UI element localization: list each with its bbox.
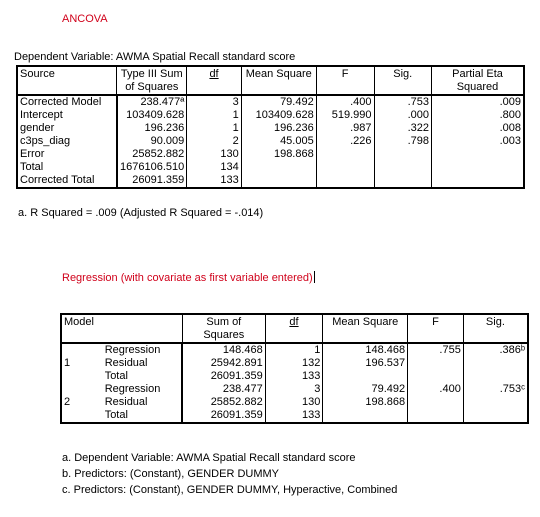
ancova-df-cell: 2 [187, 135, 242, 148]
regression-footnotes [62, 450, 397, 498]
regression-header-row [61, 314, 528, 343]
regression-header-sig: Sig. [463, 314, 528, 343]
regression-sig-cell [463, 396, 528, 409]
table-row [17, 148, 524, 161]
regression-label-cell: Residual [101, 357, 183, 370]
regression-ms-cell: 148.468 [323, 343, 408, 357]
ancova-header-eta: Partial Eta Squared [432, 66, 525, 95]
ancova-ms-cell: 45.005 [241, 135, 316, 148]
ancova-eta-cell [432, 161, 525, 174]
ancova-sig-cell: .798 [374, 135, 432, 148]
ancova-ss-cell: 25852.882 [117, 148, 187, 161]
regression-label-cell: Regression [101, 383, 183, 396]
regression-header-ss: Sum of Squares [182, 314, 265, 343]
ancova-ss-cell: 1676106.510 [117, 161, 187, 174]
ancova-header-row [17, 66, 524, 95]
ancova-eta-cell [432, 148, 525, 161]
table-row [17, 95, 524, 109]
regression-sig-cell: .753ᶜ [463, 383, 528, 396]
ancova-f-cell: .226 [316, 135, 374, 148]
ancova-source-cell: Corrected Model [17, 95, 117, 109]
regression-f-cell: .400 [408, 383, 464, 396]
ancova-sig-cell [374, 174, 432, 188]
table-row [61, 370, 528, 383]
regression-ms-cell: 196.537 [323, 357, 408, 370]
ancova-df-cell: 134 [187, 161, 242, 174]
ancova-ms-cell: 103409.628 [241, 109, 316, 122]
ancova-footnote: a. R Squared = .009 (Adjusted R Squared = -.014) [18, 207, 264, 219]
regression-f-cell [408, 370, 464, 383]
regression-df-cell: 1 [265, 343, 323, 357]
ancova-sig-cell [374, 148, 432, 161]
ancova-source-cell: Intercept [17, 109, 117, 122]
ancova-f-cell: 519.990 [316, 109, 374, 122]
ancova-source-cell: c3ps_diag [17, 135, 117, 148]
regression-sig-cell [463, 370, 528, 383]
ancova-ms-cell [241, 174, 316, 188]
regression-ss-cell: 25852.882 [182, 396, 265, 409]
ancova-f-cell: .400 [316, 95, 374, 109]
regression-df-cell: 3 [265, 383, 323, 396]
regression-model-cell [61, 409, 101, 423]
ancova-eta-cell: .008 [432, 122, 525, 135]
ancova-df-cell: 1 [187, 122, 242, 135]
regression-ss-cell: 148.468 [182, 343, 265, 357]
regression-label-cell: Residual [101, 396, 183, 409]
regression-ss-cell: 26091.359 [182, 370, 265, 383]
regression-df-cell: 133 [265, 409, 323, 423]
regression-header-f: F [408, 314, 464, 343]
table-row [17, 109, 524, 122]
ancova-sig-cell: .753 [374, 95, 432, 109]
ancova-header-f: F [316, 66, 374, 95]
regression-ms-cell [323, 370, 408, 383]
ancova-source-cell: Corrected Total [17, 174, 117, 188]
ancova-f-cell [316, 161, 374, 174]
ancova-source-cell: gender [17, 122, 117, 135]
ancova-sig-cell: .000 [374, 109, 432, 122]
ancova-f-cell: .987 [316, 122, 374, 135]
regression-ss-cell: 26091.359 [182, 409, 265, 423]
regression-model-cell: 1 [61, 357, 101, 370]
ancova-header-ms: Mean Square [241, 66, 316, 95]
regression-ss-cell: 25942.891 [182, 357, 265, 370]
table-row [61, 383, 528, 396]
ancova-ss-cell: 196.236 [117, 122, 187, 135]
regression-ms-cell: 198.868 [323, 396, 408, 409]
regression-ms-cell: 79.492 [323, 383, 408, 396]
ancova-header-sig: Sig. [374, 66, 432, 95]
ancova-source-cell: Total [17, 161, 117, 174]
ancova-eta-cell [432, 174, 525, 188]
ancova-header-source: Source [17, 66, 117, 95]
regression-heading: Regression (with covariate as first variable entered) [62, 272, 313, 284]
regression-model-cell [61, 343, 101, 357]
ancova-ss-cell: 238.477ª [117, 95, 187, 109]
ancova-ms-cell: 198.868 [241, 148, 316, 161]
ancova-ms-cell [241, 161, 316, 174]
regression-sig-cell: .386ᵇ [463, 343, 528, 357]
ancova-dependent-variable: Dependent Variable: AWMA Spatial Recall standard score [14, 51, 296, 63]
regression-f-cell [408, 396, 464, 409]
regression-ss-cell: 238.477 [182, 383, 265, 396]
table-row [17, 174, 524, 188]
regression-header-model: Model [61, 314, 182, 343]
ancova-header-ss: Type III Sum of Squares [117, 66, 187, 95]
table-row [61, 409, 528, 423]
regression-df-cell: 132 [265, 357, 323, 370]
ancova-source-cell: Error [17, 148, 117, 161]
regression-header-df: df [265, 314, 323, 343]
ancova-sig-cell [374, 161, 432, 174]
ancova-ss-cell: 90.009 [117, 135, 187, 148]
regression-df-cell: 133 [265, 370, 323, 383]
regression-label-cell: Total [101, 370, 183, 383]
ancova-ms-cell: 196.236 [241, 122, 316, 135]
ancova-df-cell: 130 [187, 148, 242, 161]
text-cursor [314, 271, 315, 283]
regression-sig-cell [463, 357, 528, 370]
table-row [17, 122, 524, 135]
ancova-eta-cell: .009 [432, 95, 525, 109]
ancova-f-cell [316, 148, 374, 161]
regression-table [60, 313, 529, 424]
ancova-sig-cell: .322 [374, 122, 432, 135]
table-row [17, 161, 524, 174]
ancova-header-df: df [187, 66, 242, 95]
regression-footnote: c. Predictors: (Constant), GENDER DUMMY, Hyperactive, Combined [62, 484, 398, 496]
ancova-eta-cell: .800 [432, 109, 525, 122]
ancova-df-cell: 3 [187, 95, 242, 109]
ancova-eta-cell: .003 [432, 135, 525, 148]
ancova-heading: ANCOVA [62, 13, 108, 25]
regression-sig-cell [463, 409, 528, 423]
ancova-ss-cell: 103409.628 [117, 109, 187, 122]
regression-header-ms: Mean Square [323, 314, 408, 343]
regression-label-cell: Total [101, 409, 183, 423]
regression-ms-cell [323, 409, 408, 423]
regression-df-cell: 130 [265, 396, 323, 409]
ancova-f-cell [316, 174, 374, 188]
regression-f-cell [408, 357, 464, 370]
regression-model-cell [61, 370, 101, 383]
regression-f-cell [408, 409, 464, 423]
regression-f-cell: .755 [408, 343, 464, 357]
regression-model-cell: 2 [61, 396, 101, 409]
table-row [17, 135, 524, 148]
regression-model-cell [61, 383, 101, 396]
table-row [61, 343, 528, 357]
ancova-df-cell: 1 [187, 109, 242, 122]
table-row [61, 396, 528, 409]
regression-footnote: b. Predictors: (Constant), GENDER DUMMY [62, 468, 279, 480]
regression-label-cell: Regression [101, 343, 183, 357]
ancova-table [16, 65, 525, 189]
ancova-ss-cell: 26091.359 [117, 174, 187, 188]
regression-footnote: a. Dependent Variable: AWMA Spatial Recall standard score [62, 452, 356, 464]
ancova-ms-cell: 79.492 [241, 95, 316, 109]
ancova-df-cell: 133 [187, 174, 242, 188]
table-row [61, 357, 528, 370]
